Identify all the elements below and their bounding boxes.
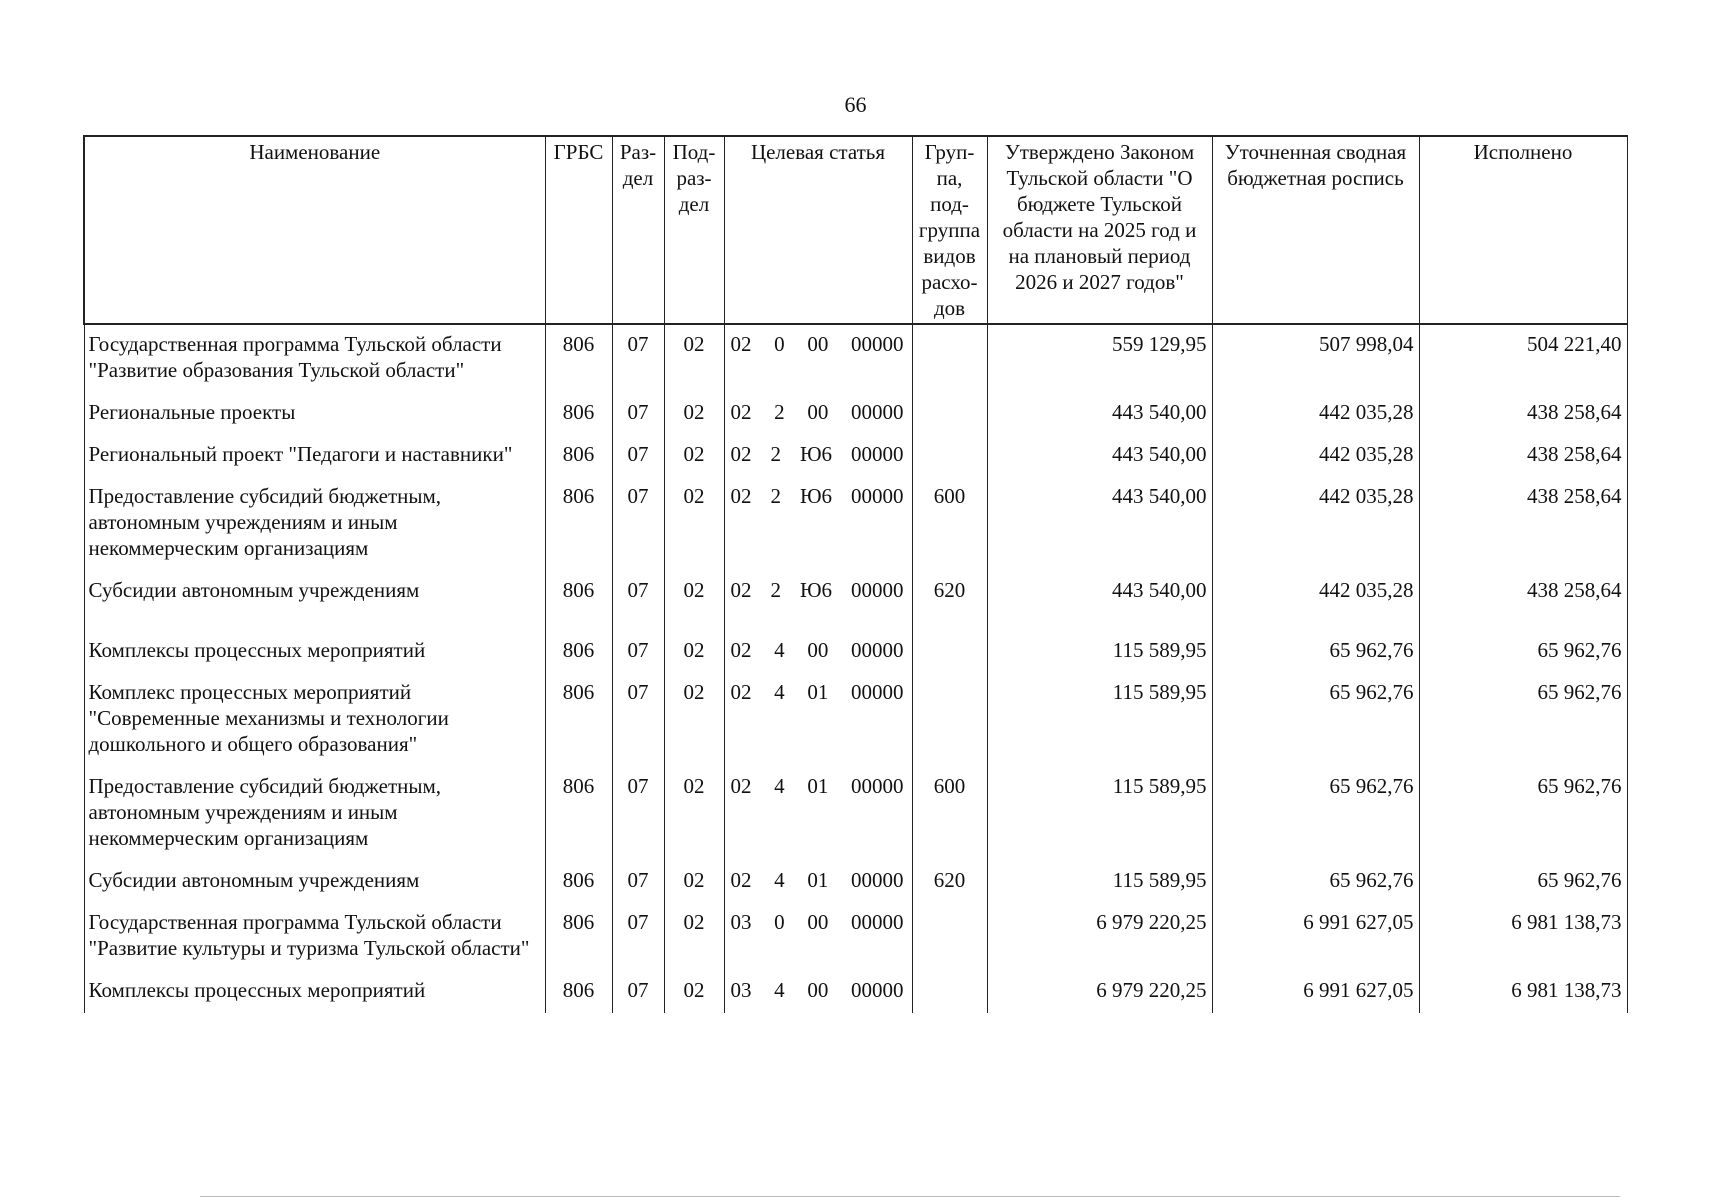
target-part-3: 00: [807, 910, 829, 934]
target-part-2: 0: [774, 332, 785, 356]
target-part-3: Ю6: [799, 442, 833, 466]
target-part-4: 00000: [850, 910, 904, 934]
target-part-1: 02: [730, 578, 752, 602]
row-razdel: 07: [612, 571, 664, 631]
target-part-2: 4: [774, 638, 785, 662]
row-grbs: 806: [545, 324, 612, 393]
row-executed: 438 258,64: [1419, 571, 1627, 631]
row-name: Государственная программа Тульской области "Развитие культуры и туризма Тульской области": [84, 903, 545, 971]
target-part-4: 00000: [850, 680, 904, 704]
target-part-3: 00: [807, 978, 829, 1002]
row-group: [912, 631, 987, 673]
row-razdel: 07: [612, 477, 664, 571]
row-grbs: 806: [545, 673, 612, 767]
row-name: Предоставление субсидий бюджетным, автономным учреждениям и иным некоммерческим организациям: [84, 767, 545, 861]
row-razdel: 07: [612, 903, 664, 971]
row-podrazdel: 02: [664, 571, 724, 631]
target-part-2: 4: [774, 978, 785, 1002]
table-row: [84, 324, 1627, 393]
target-part-4: 00000: [851, 578, 904, 602]
budget-table-container: [83, 135, 1626, 1013]
target-part-3: 01: [807, 868, 829, 892]
header-target: Целевая статья: [724, 136, 912, 324]
row-refined: 507 998,04: [1212, 324, 1419, 393]
target-part-1: 02: [730, 774, 752, 798]
target-part-4: 00000: [851, 442, 904, 466]
header-executed: Исполнено: [1419, 136, 1627, 324]
row-refined: 442 035,28: [1212, 477, 1419, 571]
row-podrazdel: 02: [664, 477, 724, 571]
row-grbs: 806: [545, 861, 612, 903]
target-part-2: 2: [774, 400, 785, 424]
row-approved: 115 589,95: [987, 631, 1212, 673]
target-part-1: 02: [730, 400, 752, 424]
row-name: Комплекс процессных мероприятий "Современные механизмы и технологии дошкольного и общего образования": [84, 673, 545, 767]
row-approved: 115 589,95: [987, 767, 1212, 861]
target-part-3: Ю6: [799, 578, 833, 602]
row-group: [912, 903, 987, 971]
target-part-4: 00000: [850, 638, 904, 662]
row-target: [724, 571, 912, 631]
target-part-3: 00: [807, 638, 829, 662]
target-part-2: 2: [770, 578, 781, 602]
row-refined: 6 991 627,05: [1212, 971, 1419, 1013]
header-approved: Утверждено Законом Тульской области "О бюджете Тульской области на 2025 год и на плановый период 2026 и 2027 годов": [987, 136, 1212, 324]
table-row: [84, 861, 1627, 903]
row-group: [912, 393, 987, 435]
target-part-2: 4: [774, 774, 785, 798]
table-row: [84, 767, 1627, 861]
row-podrazdel: 02: [664, 435, 724, 477]
row-approved: 443 540,00: [987, 435, 1212, 477]
target-part-1: 02: [730, 484, 752, 508]
row-razdel: 07: [612, 393, 664, 435]
row-refined: 442 035,28: [1212, 571, 1419, 631]
row-target: [724, 435, 912, 477]
row-approved: 559 129,95: [987, 324, 1212, 393]
row-executed: 65 962,76: [1419, 673, 1627, 767]
row-group: 620: [912, 571, 987, 631]
row-target: [724, 767, 912, 861]
table-row: [84, 477, 1627, 571]
target-part-4: 00000: [850, 774, 904, 798]
row-podrazdel: 02: [664, 971, 724, 1013]
footer-divider: [200, 1196, 1620, 1197]
row-refined: 6 991 627,05: [1212, 903, 1419, 971]
row-grbs: 806: [545, 435, 612, 477]
table-row: [84, 631, 1627, 673]
header-razdel: Раз-дел: [612, 136, 664, 324]
row-refined: 65 962,76: [1212, 861, 1419, 903]
header-podrazdel: Под-раз-дел: [664, 136, 724, 324]
target-part-3: 01: [807, 680, 829, 704]
row-podrazdel: 02: [664, 324, 724, 393]
row-podrazdel: 02: [664, 673, 724, 767]
row-target: [724, 673, 912, 767]
row-name: Субсидии автономным учреждениям: [84, 861, 545, 903]
row-name: Комплексы процессных мероприятий: [84, 631, 545, 673]
row-group: [912, 324, 987, 393]
row-executed: 65 962,76: [1419, 631, 1627, 673]
row-target: [724, 393, 912, 435]
row-approved: 6 979 220,25: [987, 903, 1212, 971]
page-number: 66: [844, 92, 867, 117]
target-part-1: 03: [730, 978, 752, 1002]
row-approved: 443 540,00: [987, 571, 1212, 631]
budget-table: [83, 135, 1628, 1013]
target-part-3: 00: [807, 332, 829, 356]
row-name: Региональный проект "Педагоги и наставники": [84, 435, 545, 477]
table-header-row: [84, 136, 1627, 324]
table-row: [84, 673, 1627, 767]
row-razdel: 07: [612, 767, 664, 861]
row-grbs: 806: [545, 477, 612, 571]
row-razdel: 07: [612, 673, 664, 767]
table-row: [84, 393, 1627, 435]
row-grbs: 806: [545, 393, 612, 435]
target-part-1: 02: [730, 680, 752, 704]
row-razdel: 07: [612, 861, 664, 903]
row-podrazdel: 02: [664, 767, 724, 861]
table-row: [84, 971, 1627, 1013]
target-part-2: 4: [774, 868, 785, 892]
row-target: [724, 477, 912, 571]
target-part-2: 2: [770, 442, 781, 466]
row-executed: 438 258,64: [1419, 393, 1627, 435]
header-group: Груп-па, под-группа видов расхо-дов: [912, 136, 987, 324]
header-grbs: ГРБС: [545, 136, 612, 324]
target-part-3: Ю6: [799, 484, 833, 508]
row-refined: 442 035,28: [1212, 393, 1419, 435]
row-approved: 443 540,00: [987, 393, 1212, 435]
target-part-1: 02: [730, 442, 752, 466]
row-razdel: 07: [612, 631, 664, 673]
row-target: [724, 324, 912, 393]
row-executed: 438 258,64: [1419, 477, 1627, 571]
row-target: [724, 861, 912, 903]
row-approved: 6 979 220,25: [987, 971, 1212, 1013]
row-grbs: 806: [545, 903, 612, 971]
target-part-4: 00000: [850, 400, 904, 424]
row-group: 600: [912, 477, 987, 571]
target-part-1: 02: [730, 868, 752, 892]
row-refined: 65 962,76: [1212, 673, 1419, 767]
row-razdel: 07: [612, 324, 664, 393]
row-target: [724, 903, 912, 971]
row-group: 620: [912, 861, 987, 903]
target-part-4: 00000: [851, 484, 904, 508]
row-podrazdel: 02: [664, 903, 724, 971]
row-name: Субсидии автономным учреждениям: [84, 571, 545, 631]
row-approved: 443 540,00: [987, 477, 1212, 571]
target-part-3: 01: [807, 774, 829, 798]
table-row: [84, 435, 1627, 477]
row-target: [724, 631, 912, 673]
row-name: Предоставление субсидий бюджетным, автономным учреждениям и иным некоммерческим организациям: [84, 477, 545, 571]
header-refined: Уточненная сводная бюджетная роспись: [1212, 136, 1419, 324]
target-part-2: 0: [774, 910, 785, 934]
row-refined: 65 962,76: [1212, 631, 1419, 673]
row-approved: 115 589,95: [987, 861, 1212, 903]
target-part-1: 03: [730, 910, 752, 934]
target-part-1: 02: [730, 332, 752, 356]
row-podrazdel: 02: [664, 631, 724, 673]
row-group: [912, 435, 987, 477]
row-name: Комплексы процессных мероприятий: [84, 971, 545, 1013]
row-executed: 6 981 138,73: [1419, 903, 1627, 971]
row-podrazdel: 02: [664, 393, 724, 435]
row-grbs: 806: [545, 767, 612, 861]
row-podrazdel: 02: [664, 861, 724, 903]
row-grbs: 806: [545, 571, 612, 631]
row-group: [912, 673, 987, 767]
target-part-2: 4: [774, 680, 785, 704]
row-grbs: 806: [545, 631, 612, 673]
row-executed: 504 221,40: [1419, 324, 1627, 393]
row-executed: 65 962,76: [1419, 861, 1627, 903]
target-part-2: 2: [770, 484, 781, 508]
row-name: Региональные проекты: [84, 393, 545, 435]
row-group: [912, 971, 987, 1013]
target-part-4: 00000: [850, 332, 904, 356]
target-part-3: 00: [807, 400, 829, 424]
row-razdel: 07: [612, 435, 664, 477]
header-name: Наименование: [84, 136, 545, 324]
row-refined: 65 962,76: [1212, 767, 1419, 861]
row-executed: 65 962,76: [1419, 767, 1627, 861]
row-refined: 442 035,28: [1212, 435, 1419, 477]
target-part-4: 00000: [850, 868, 904, 892]
row-target: [724, 971, 912, 1013]
row-name: Государственная программа Тульской области "Развитие образования Тульской области": [84, 324, 545, 393]
row-grbs: 806: [545, 971, 612, 1013]
row-razdel: 07: [612, 971, 664, 1013]
row-group: 600: [912, 767, 987, 861]
row-executed: 6 981 138,73: [1419, 971, 1627, 1013]
row-executed: 438 258,64: [1419, 435, 1627, 477]
table-row: [84, 571, 1627, 631]
target-part-1: 02: [730, 638, 752, 662]
target-part-4: 00000: [850, 978, 904, 1002]
table-row: [84, 903, 1627, 971]
row-approved: 115 589,95: [987, 673, 1212, 767]
